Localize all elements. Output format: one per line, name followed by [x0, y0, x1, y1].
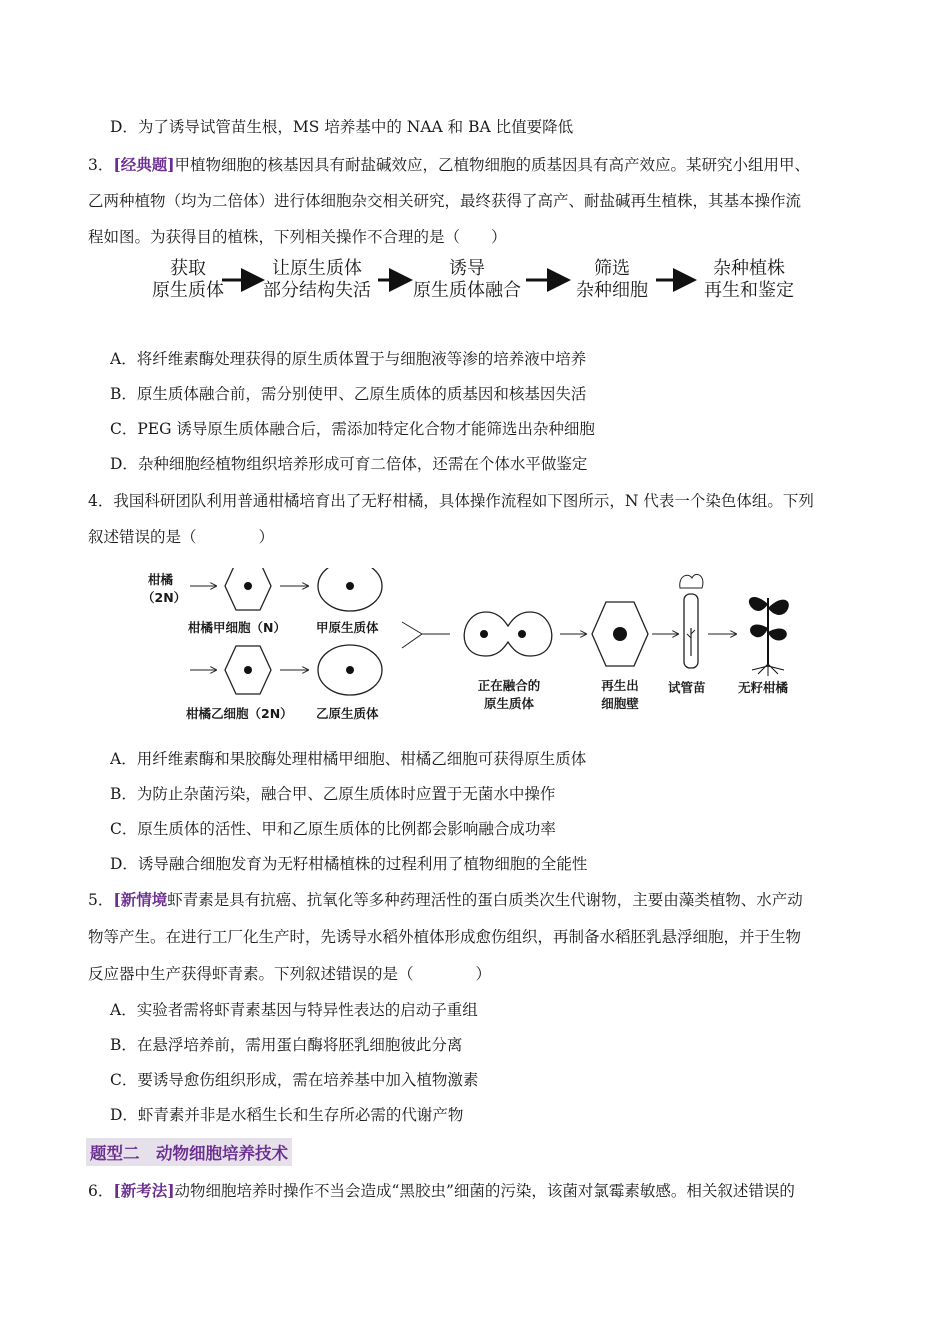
q5-option-d: D．虾青素并非是水稻生长和生存所必需的代谢产物 [110, 1106, 464, 1124]
source-ploidy: （2N） [142, 590, 187, 605]
regen-label: 再生出 细胞壁 [601, 678, 639, 711]
flow-arrows [140, 258, 820, 310]
cell-b-nucleus [244, 666, 252, 674]
q4-option-c: C．原生质体的活性、甲和乙原生质体的比例都会影响融合成功率 [110, 820, 556, 838]
q5-stem-line1: 5．[新情境虾青素是具有抗癌、抗氧化等多种药理活性的蛋白质类次生代谢物，主要由藻类植物、水产动 [88, 890, 803, 909]
q3-stem-line1: 3．[经典题]甲植物细胞的核基因具有耐盐碱效应，乙植物细胞的质基因具有高产效应。某研究小组用甲、 [88, 155, 811, 174]
final-label: 无籽柑橘 [738, 680, 789, 695]
source-label: 柑橘 [148, 572, 174, 587]
fusing-protoplasts [464, 612, 552, 656]
q5-stem-line2: 物等产生。在进行工厂化生产时，先诱导水稻外植体形成愈伤组织，再制备水稻胚乳悬浮细胞，并于生物 [88, 928, 802, 946]
q5-stem-line3: 反应器中生产获得虾青素。下列叙述错误的是（ ） [88, 965, 492, 983]
q3-tag: [经典题] [113, 155, 175, 174]
q6-tag: [新考法] [113, 1181, 175, 1200]
flow-step-2: 让原生质体 部分结构失活 [263, 258, 371, 301]
q4-option-d: D．诱导融合细胞发育为无籽柑橘植株的过程利用了植物细胞的全能性 [110, 855, 588, 873]
flow-step-4: 筛选 杂种细胞 [576, 258, 648, 301]
q6-stem-line1: 6．[新考法]动物细胞培养时操作不当会造成“黑胶虫”细菌的污染，该菌对氯霉素敏感。相关叙述错误的 [88, 1181, 795, 1200]
q3-option-b: B．原生质体融合前，需分别使甲、乙原生质体的质基因和核基因失活 [110, 385, 587, 403]
q3-option-c: C．PEG 诱导原生质体融合后，需添加特定化合物才能筛选出杂种细胞 [110, 420, 595, 438]
q3-option-d: D．杂种细胞经植物组织培养形成可育二倍体，还需在个体水平做鉴定 [110, 455, 588, 473]
proto-b-label: 乙原生质体 [316, 706, 379, 721]
cell-b-label: 柑橘乙细胞（2N） [186, 706, 293, 721]
flow-step-3: 诱导 原生质体融合 [413, 258, 521, 301]
q5-tag: [新情境 [113, 890, 168, 909]
flow-step-1: 获取 原生质体 [152, 258, 224, 301]
proto-a-label: 甲原生质体 [316, 620, 379, 635]
flow-step-5: 杂种植株 再生和鉴定 [704, 258, 794, 301]
q3-stem-line2: 乙两种植物（均为二倍体）进行体细胞杂交相关研究，最终获得了高产、耐盐碱再生植株，其基本操作流 [88, 192, 802, 210]
q2-option-d: D．为了诱导试管苗生根，MS 培养基中的 NAA 和 BA 比值要降低 [110, 118, 574, 136]
q4-stem-line2: 叙述错误的是（ ） [88, 528, 275, 546]
section-title: 题型二 动物细胞培养技术 [86, 1138, 292, 1166]
q4-stem-line1: 4．我国科研团队利用普通柑橘培育出了无籽柑橘，具体操作流程如下图所示，N 代表一个染色体组。下列 [88, 492, 814, 510]
q4-option-b: B．为防止杂菌污染，融合甲、乙原生质体时应置于无菌水中操作 [110, 785, 556, 803]
q3-option-a: A．将纤维素酶处理获得的原生质体置于与细胞液等渗的培养液中培养 [110, 350, 587, 368]
q4-process-diagram [140, 568, 820, 728]
cell-a-nucleus [244, 582, 252, 590]
cell-a-label: 柑橘甲细胞（N） [188, 620, 286, 635]
fusing-label: 正在融合的 原生质体 [477, 678, 541, 711]
q5-option-c: C．要诱导愈伤组织形成，需在培养基中加入植物激素 [110, 1071, 479, 1089]
plant-icon [749, 597, 789, 676]
q5-option-a: A．实验者需将虾青素基因与特异性表达的启动子重组 [110, 1001, 478, 1019]
q5-option-b: B．在悬浮培养前，需用蛋白酶将胚乳细胞彼此分离 [110, 1036, 463, 1054]
tube-label: 试管苗 [668, 680, 706, 695]
q4-option-a: A．用纤维素酶和果胶酶处理柑橘甲细胞、柑橘乙细胞可获得原生质体 [110, 750, 587, 768]
q3-stem-line3: 程如图。为获得目的植株，下列相关操作不合理的是（ ） [88, 228, 507, 246]
q3-flow-diagram [140, 258, 820, 310]
